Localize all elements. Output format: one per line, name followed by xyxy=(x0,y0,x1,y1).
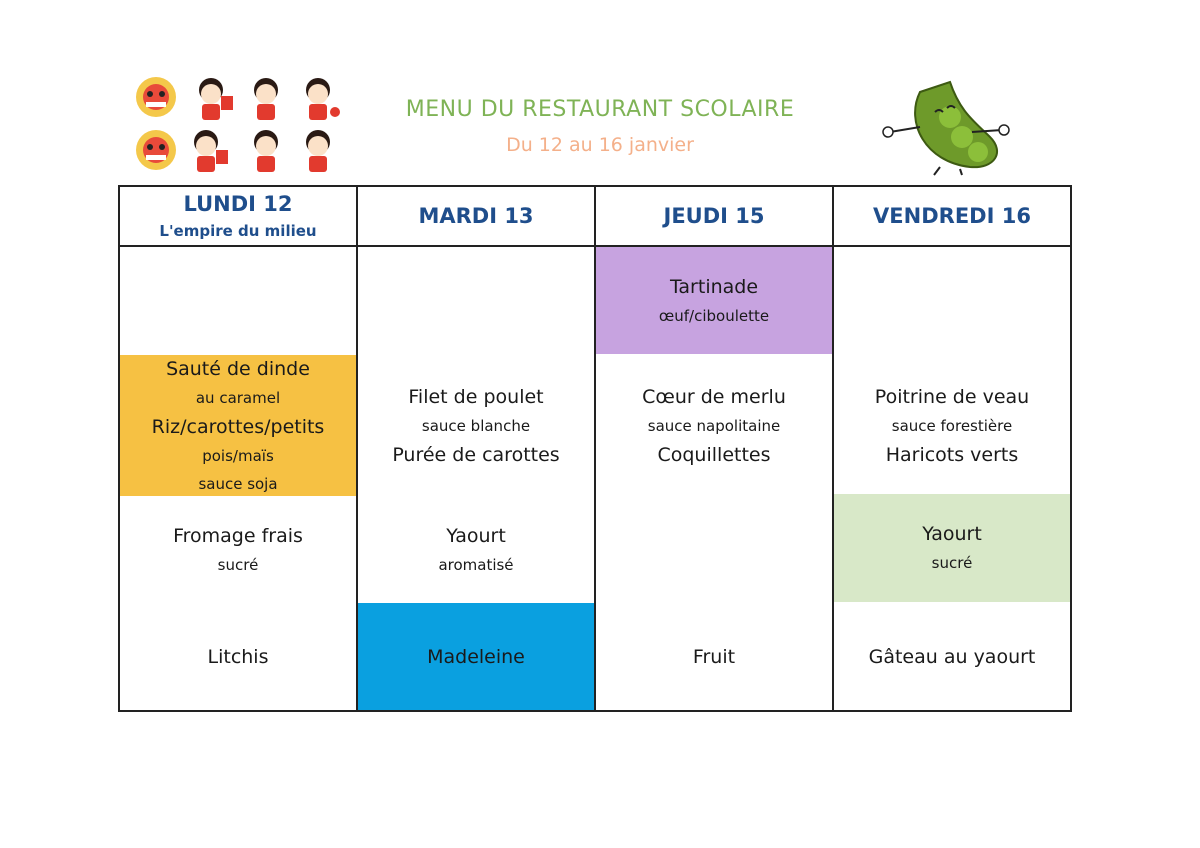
page-title: MENU DU RESTAURANT SCOLAIRE xyxy=(405,97,795,122)
day-header xyxy=(596,187,832,247)
day-header xyxy=(120,187,356,247)
main-dish: Poitrine de veau sauce forestière Haricots verts xyxy=(874,385,1030,466)
main-dish: Cœur de merlu sauce napolitaine Coquillettes xyxy=(642,385,786,466)
weekly-menu-table xyxy=(118,185,1072,712)
day-column-lundi xyxy=(120,187,358,710)
main-dish: Filet de poulet sauce blanche Purée de carottes xyxy=(392,385,560,466)
chinese-new-year-characters-image xyxy=(128,72,343,177)
pea-pod-mascot-image xyxy=(880,72,1010,177)
dairy: Yaourt aromatisé xyxy=(438,525,514,574)
date-range: Du 12 au 16 janvier xyxy=(506,134,694,156)
day-name: VENDREDI 16 xyxy=(873,204,1031,228)
day-column-vendredi xyxy=(834,187,1070,710)
day-name: JEUDI 15 xyxy=(663,204,765,228)
dessert: Gâteau au yaourt xyxy=(868,645,1036,668)
day-column-jeudi xyxy=(596,187,834,710)
day-name: LUNDI 12 xyxy=(183,192,293,216)
day-theme: L'empire du milieu xyxy=(159,222,317,240)
starter: Tartinade œuf/ciboulette xyxy=(596,247,832,354)
dairy: Fromage frais sucré xyxy=(173,525,303,574)
day-column-mardi xyxy=(358,187,596,710)
dessert: Madeleine xyxy=(358,603,594,710)
menu-header xyxy=(0,0,1200,180)
dessert: Litchis xyxy=(207,645,269,668)
day-name: MARDI 13 xyxy=(418,204,534,228)
dessert: Fruit xyxy=(692,645,736,668)
dairy: Yaourt sucré xyxy=(834,494,1070,602)
day-header xyxy=(834,187,1070,247)
day-header xyxy=(358,187,594,247)
main-dish: Sauté de dinde au caramel Riz/carottes/petits pois/maïs sauce soja xyxy=(120,355,356,496)
